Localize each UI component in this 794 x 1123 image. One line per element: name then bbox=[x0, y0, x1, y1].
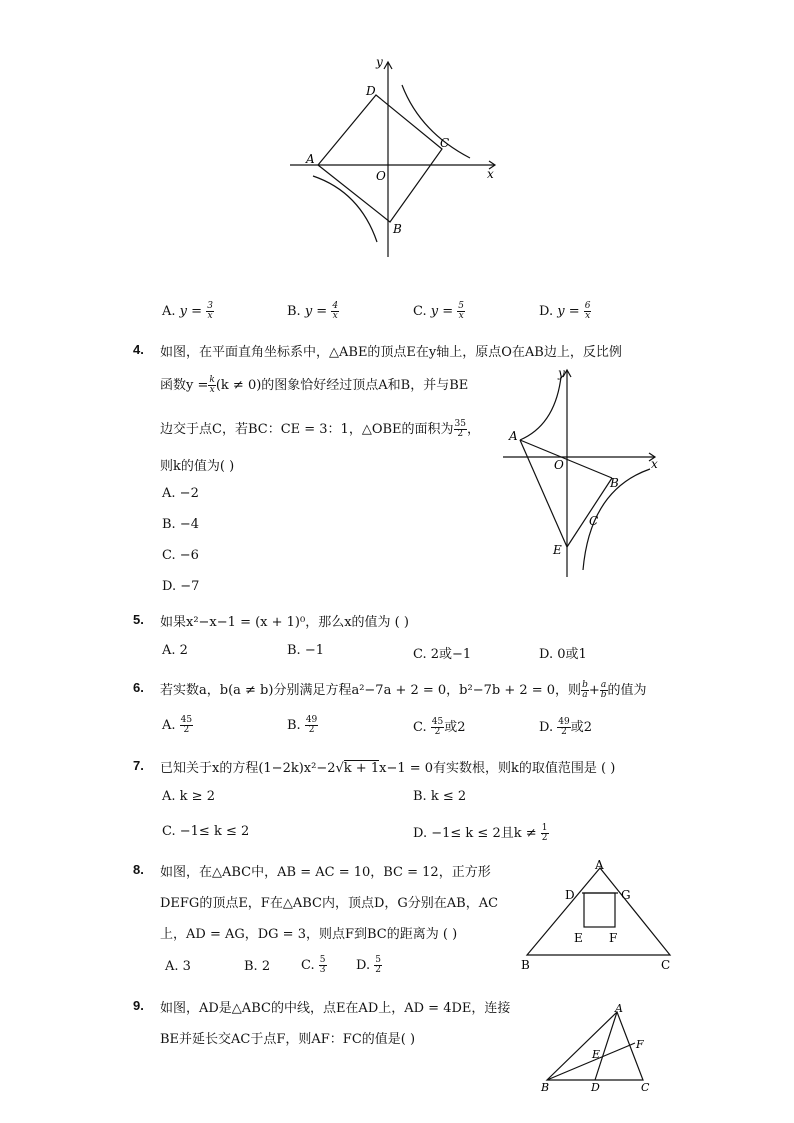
q5-option-b[interactable]: B. −1 bbox=[287, 643, 324, 658]
q8-option-c[interactable]: C. $\frac{5}{3}$ bbox=[301, 955, 326, 975]
label-o: O bbox=[554, 458, 564, 472]
q9-number: 9. bbox=[133, 998, 144, 1013]
q5-option-d[interactable]: D. 0或1 bbox=[539, 647, 587, 662]
sqrt-sign: √ bbox=[335, 761, 344, 776]
square-defg bbox=[584, 893, 615, 927]
option-lhs: y = bbox=[557, 304, 580, 319]
label-y: y bbox=[376, 55, 383, 69]
q8-stem-line1: 如图，在△ABC中，AB = AC = 10，BC = 12，正方形 bbox=[160, 865, 491, 880]
label-e: E bbox=[592, 1048, 601, 1061]
q8-figure bbox=[515, 858, 680, 973]
label-y: y bbox=[558, 366, 565, 380]
q3-option-c[interactable] bbox=[413, 302, 465, 321]
q8-option-b[interactable]: B. 2 bbox=[244, 959, 271, 974]
q4-option-b[interactable]: B. −4 bbox=[162, 517, 199, 532]
q6-option-b[interactable]: B. $\frac{49}{2}$ bbox=[287, 715, 318, 735]
fraction-k-over-x: $\frac{k}{x}$ bbox=[209, 375, 215, 395]
q6-option-d[interactable]: D. $\frac{49}{2}$ 或2 bbox=[539, 717, 592, 737]
q5-stem: 如果x²−x−1 = (x + 1)⁰，那么x的值为 ( ) bbox=[160, 615, 409, 630]
label-c: C bbox=[589, 514, 599, 528]
label-b: B bbox=[393, 222, 402, 236]
q7-option-d[interactable]: D. −1≤ k ≤ 2且k ≠ $\frac{1}{2}$ bbox=[413, 823, 548, 843]
q9-stem-line2: BE并延长交AC于点F，则AF：FC的值是( ) bbox=[160, 1032, 416, 1047]
q7-stem: 已知关于x的方程(1−2k)x²−2√k + 1x−1 = 0有实数根，则k的取值范围是 ( ) bbox=[160, 761, 616, 776]
q3-option-d[interactable] bbox=[539, 302, 591, 321]
q7-option-c[interactable]: C. −1≤ k ≤ 2 bbox=[162, 824, 250, 839]
q8-option-a[interactable]: A. 3 bbox=[165, 959, 191, 974]
q5-option-c[interactable]: C. 2或−1 bbox=[413, 647, 472, 662]
q7-number: 7. bbox=[133, 758, 144, 773]
q6-number: 6. bbox=[133, 680, 144, 695]
q7-option-b[interactable]: B. k ≤ 2 bbox=[413, 789, 467, 804]
q4-stem-line2: 函数y = $\frac{k}{x}$ (k ≠ 0)的图象恰好经过顶点A和B，并与BE bbox=[160, 375, 469, 395]
q8-stem-line3: 上，AD = AG，DG = 3，则点F到BC的距离为 ( ) bbox=[160, 927, 458, 942]
fraction: $\frac{4}{x}$ bbox=[332, 301, 339, 321]
fraction: $\frac{5}{x}$ bbox=[458, 301, 465, 321]
q4-option-d[interactable]: D. −7 bbox=[162, 579, 200, 594]
radicand: k + 1 bbox=[343, 761, 380, 776]
label-x: x bbox=[651, 457, 658, 471]
q9-figure bbox=[535, 1000, 665, 1095]
fraction-area: $\frac{35}{2}$ bbox=[454, 419, 466, 439]
q6-option-a[interactable]: A. $\frac{45}{2}$ bbox=[162, 715, 193, 735]
q4-number: 4. bbox=[133, 342, 144, 357]
option-letter: A. bbox=[162, 304, 176, 319]
q8-stem-line2: DEFG的顶点E，F在△ABC内，顶点D，G分别在AB，AC bbox=[160, 896, 499, 911]
label-g: G bbox=[621, 888, 631, 902]
q4-option-c[interactable]: C. −6 bbox=[162, 548, 199, 563]
q9-stem-line1: 如图，AD是△ABC的中线，点E在AD上，AD = 4DE，连接 bbox=[160, 1001, 511, 1016]
hyperbola-branch-upper bbox=[520, 377, 561, 440]
segment-bf bbox=[547, 1043, 635, 1080]
label-x: x bbox=[487, 167, 494, 181]
fraction-a-over-b: $\frac{a}{b}$ bbox=[600, 680, 607, 700]
label-d: D bbox=[366, 84, 376, 98]
q7-option-a[interactable]: A. k ≥ 2 bbox=[162, 789, 215, 804]
q6-option-c[interactable]: C. $\frac{45}{2}$ 或2 bbox=[413, 717, 466, 737]
label-a: A bbox=[509, 429, 518, 443]
option-letter: B. bbox=[287, 304, 301, 319]
label-d: D bbox=[591, 1081, 600, 1094]
label-d: D bbox=[565, 888, 575, 902]
square-adcb bbox=[318, 95, 442, 222]
label-b: B bbox=[541, 1081, 550, 1094]
label-e: E bbox=[553, 543, 562, 557]
label-o: O bbox=[376, 169, 386, 183]
label-b: B bbox=[521, 958, 530, 972]
q6-stem: 若实数a，b(a ≠ b)分别满足方程a²−7a + 2 = 0，b²−7b + 2 = 0，则 $\frac{b}{a}$ + $\frac{a}{b}$ 的值为 bbox=[160, 680, 647, 700]
q3-option-b[interactable] bbox=[287, 302, 339, 321]
q8-number: 8. bbox=[133, 862, 144, 877]
label-f: F bbox=[636, 1038, 644, 1051]
q5-option-a[interactable]: A. 2 bbox=[162, 643, 188, 658]
q4-stem-line4: 则k的值为( ) bbox=[160, 459, 235, 474]
option-lhs: y = bbox=[179, 304, 203, 319]
label-c: C bbox=[661, 958, 671, 972]
q4-stem-line3: 边交于点C，若BC：CE = 3：1，△OBE的面积为 $\frac{35}{2}$ ， bbox=[160, 419, 480, 439]
q5-number: 5. bbox=[133, 612, 144, 627]
label-a: A bbox=[615, 1002, 623, 1015]
label-a: A bbox=[595, 858, 604, 872]
q4-stem-line1: 如图，在平面直角坐标系中，△ABE的顶点E在y轴上，原点O在AB边上，反比例 bbox=[160, 345, 622, 360]
label-e: E bbox=[574, 931, 583, 945]
fraction-b-over-a: $\frac{b}{a}$ bbox=[582, 680, 588, 700]
q8-option-d[interactable]: D. $\frac{5}{2}$ bbox=[356, 955, 381, 975]
hyperbola-branch-upper bbox=[402, 85, 470, 158]
label-c: C bbox=[641, 1081, 650, 1094]
option-lhs: y = bbox=[304, 304, 328, 319]
option-letter: C. bbox=[413, 304, 427, 319]
triangle-abc bbox=[527, 868, 670, 955]
label-a: A bbox=[306, 152, 315, 166]
option-letter: D. bbox=[539, 304, 554, 319]
q4-figure bbox=[495, 365, 670, 580]
label-c: C bbox=[440, 136, 450, 150]
label-f: F bbox=[609, 931, 618, 945]
q3-option-a[interactable] bbox=[162, 302, 214, 321]
fraction: $\frac{3}{x}$ bbox=[207, 301, 213, 321]
q3-figure bbox=[280, 52, 510, 262]
option-lhs: y = bbox=[430, 304, 454, 319]
fraction: $\frac{6}{x}$ bbox=[584, 301, 591, 321]
q4-option-a[interactable]: A. −2 bbox=[162, 486, 199, 501]
label-b: B bbox=[610, 476, 619, 490]
